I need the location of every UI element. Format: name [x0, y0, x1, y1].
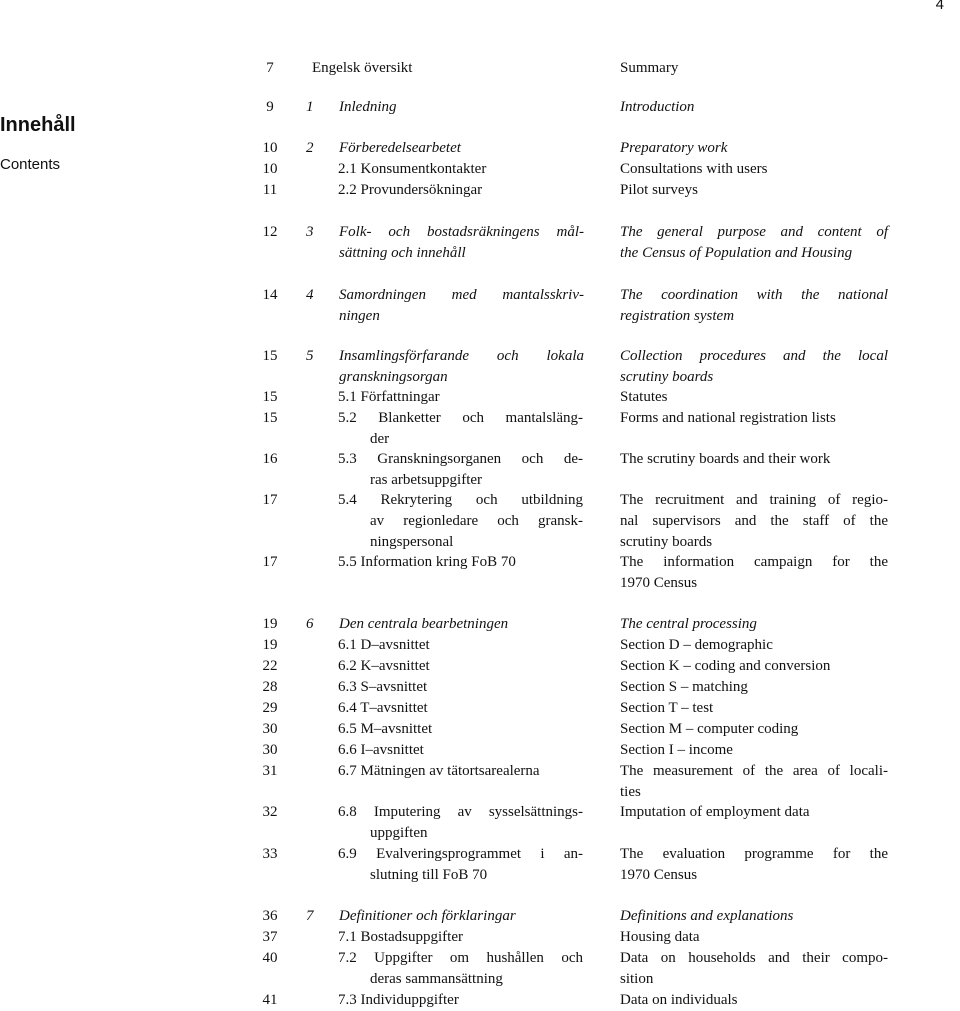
- toc-english-line: The central processing: [620, 616, 757, 632]
- toc-english-title: [620, 552, 888, 594]
- toc-page-number: 19: [262, 637, 278, 653]
- toc-swedish-line: Definitioner och förklaringar: [339, 908, 516, 924]
- toc-english-line: Statutes: [620, 389, 668, 405]
- toc-english-title: [620, 180, 888, 201]
- toc-page-number[interactable]: 7: [266, 60, 274, 76]
- toc-swedish-title: [338, 552, 583, 573]
- toc-english-line: The evaluation programme for the: [620, 846, 888, 862]
- toc-page-number: 22: [262, 658, 278, 674]
- toc-swedish-line: 5.3 Granskningsorganen och de-: [338, 451, 583, 467]
- toc-chapter-number: 7: [306, 908, 314, 924]
- toc-swedish-line: Insamlingsförfarande och lokala: [339, 348, 584, 364]
- toc-english-line: Section T – test: [620, 700, 714, 716]
- toc-swedish-line: av regionledare och gransk-: [370, 512, 583, 529]
- toc-page-number: 33: [262, 846, 278, 862]
- toc-swedish-line: ningen: [339, 307, 380, 324]
- toc-page-number: 36: [262, 908, 278, 924]
- toc-english-line: The information campaign for the: [620, 554, 888, 570]
- toc-swedish-title: [338, 990, 583, 1011]
- toc-english-line: Data on households and their compo-: [620, 950, 888, 966]
- toc-page-number: 19: [262, 616, 278, 632]
- toc-english-line: registration system: [620, 307, 735, 324]
- toc-swedish-line: 5.2 Blanketter och mantalsläng-: [338, 410, 583, 426]
- toc-english-title: [620, 285, 888, 327]
- toc-swedish-line: deras sammansättning: [370, 970, 503, 987]
- toc-english-title: [620, 159, 888, 180]
- toc-swedish-line: 7.3 Individuppgifter: [338, 992, 459, 1008]
- toc-swedish-line: granskningsorgan: [339, 368, 448, 385]
- toc-english-line: Section S – matching: [620, 679, 748, 695]
- toc-english-line: Section K – coding and conversion: [620, 658, 831, 674]
- toc-english-title: [620, 698, 888, 719]
- toc-swedish-line: 5.5 Information kring FoB 70: [338, 554, 516, 570]
- toc-page-number: 29: [262, 700, 278, 716]
- toc-english-line: Section D – demographic: [620, 637, 773, 653]
- toc-swedish-title: [338, 802, 583, 844]
- toc-swedish-line: Inledning: [339, 99, 397, 115]
- toc-swedish-title: [338, 656, 583, 677]
- toc-swedish-title: [338, 387, 583, 408]
- toc-english-line: Introduction: [620, 99, 695, 115]
- toc-page-number: 30: [262, 721, 278, 737]
- toc-swedish-line: 5.4 Rekrytering och utbildning: [338, 492, 583, 508]
- toc-page-number: 9: [266, 99, 274, 115]
- toc-swedish-title: [338, 761, 583, 782]
- toc-swedish-title: [338, 180, 583, 201]
- toc-page-number: 15: [262, 348, 278, 364]
- toc-swedish-line: 6.4 T–avsnittet: [338, 700, 428, 716]
- toc-english-line: scrutiny boards: [620, 368, 714, 385]
- toc-swedish-line: 7.1 Bostadsuppgifter: [338, 929, 463, 945]
- toc-page-number: 17: [262, 492, 278, 508]
- toc-english-title: [620, 990, 888, 1011]
- section-subtitle: Contents: [0, 156, 61, 173]
- toc-swedish-line: 6.6 I–avsnittet: [338, 742, 424, 758]
- toc-english-line: 1970 Census: [620, 866, 698, 883]
- toc-swedish-title: [338, 698, 583, 719]
- toc-swedish-title: [339, 138, 584, 159]
- toc-swedish-line: sättning och innehåll: [339, 244, 466, 261]
- toc-page-number: 16: [262, 451, 278, 467]
- toc-swedish-line: Samordningen med mantalsskriv-: [339, 287, 584, 303]
- toc-swedish-title: [339, 906, 584, 927]
- toc-swedish-line: 6.3 S–avsnittet: [338, 679, 428, 695]
- toc-swedish-title: [338, 844, 583, 886]
- toc-english-line: Forms and national registration lists: [620, 410, 836, 426]
- toc-english-title: [620, 635, 888, 656]
- toc-english-line: nal supervisors and the staff of the: [620, 512, 888, 529]
- toc-english-title: [620, 948, 888, 990]
- toc-swedish-title: [338, 159, 583, 180]
- toc-english-title: [620, 677, 888, 698]
- toc-swedish-title: [338, 449, 583, 491]
- toc-page-number: 12: [262, 224, 278, 240]
- toc-swedish-title: [338, 948, 583, 990]
- section-title: Innehåll: [0, 114, 76, 136]
- toc-swedish-title: [338, 927, 583, 948]
- toc-swedish-title: [339, 346, 584, 388]
- toc-english-line: ties: [620, 783, 641, 800]
- toc-english-line: Section I – income: [620, 742, 733, 758]
- toc-english-title: [620, 490, 888, 552]
- toc-swedish-line: 6.9 Evalveringsprogrammet i an-: [338, 846, 583, 862]
- toc-english-title: [620, 802, 888, 823]
- toc-english-title: [620, 614, 888, 635]
- toc-swedish-line: ningspersonal: [370, 533, 454, 550]
- toc-english-line: The scrutiny boards and their work: [620, 451, 831, 467]
- toc-english-line: Data on individuals: [620, 992, 738, 1008]
- toc-swedish-line: uppgiften: [370, 824, 428, 841]
- toc-english-line: 1970 Census: [620, 574, 698, 591]
- toc-page-number: 15: [262, 389, 278, 405]
- toc-english-title: [620, 387, 888, 408]
- toc-english-title: [620, 656, 888, 677]
- toc-swedish-line: 6.5 M–avsnittet: [338, 721, 433, 737]
- toc-page-number: 17: [262, 554, 278, 570]
- toc-chapter-number: 4: [306, 287, 314, 303]
- toc-swedish-line: Folk- och bostadsräkningens mål-: [339, 224, 584, 240]
- toc-swedish-title: [338, 490, 583, 552]
- toc-swedish-title: [338, 408, 583, 450]
- toc-swedish-title: [339, 614, 584, 635]
- toc-swedish-line: 6.8 Imputering av sysselsättnings-: [338, 804, 583, 820]
- toc-swedish-title: [339, 285, 584, 327]
- toc-english-title: [620, 138, 888, 159]
- toc-page-number: 31: [262, 763, 278, 779]
- toc-english-title: [620, 346, 888, 388]
- toc-swedish-line: 7.2 Uppgifter om hushållen och: [338, 950, 583, 966]
- toc-english-line: Housing data: [620, 929, 700, 945]
- toc-english-title: [620, 408, 888, 429]
- toc-swedish-title: [338, 719, 583, 740]
- toc-chapter-number: 5: [306, 348, 314, 364]
- toc-swedish-line: ras arbetsuppgifter: [370, 471, 483, 488]
- toc-english-title: [620, 927, 888, 948]
- toc-swedish-line: Förberedelsearbetet: [339, 140, 461, 156]
- toc-english-line: scrutiny boards: [620, 533, 713, 550]
- toc-swedish-title: [339, 97, 584, 118]
- toc-swedish-title[interactable]: Engelsk översikt: [312, 60, 413, 76]
- toc-english-title: [620, 719, 888, 740]
- toc-english-line: Preparatory work: [620, 140, 728, 156]
- toc-english-title: [620, 97, 888, 118]
- toc-page-number: 30: [262, 742, 278, 758]
- toc-english-title: [620, 906, 888, 927]
- toc-english-line: Consultations with users: [620, 161, 768, 177]
- toc-english-line: Definitions and explanations: [620, 908, 794, 924]
- toc-english-title: [620, 761, 888, 803]
- toc-english-line: Section M – computer coding: [620, 721, 799, 737]
- toc-swedish-title: [338, 677, 583, 698]
- toc-english-title: [620, 844, 888, 886]
- toc-swedish-title: [338, 740, 583, 761]
- toc-chapter-number: 6: [306, 616, 314, 632]
- toc-page-number: 10: [262, 140, 278, 156]
- toc-english-line: Imputation of employment data: [620, 804, 810, 820]
- toc-page-number: 10: [262, 161, 278, 177]
- toc-swedish-line: 2.2 Provundersökningar: [338, 182, 483, 198]
- toc-page-number: 40: [262, 950, 278, 966]
- toc-english-line: The measurement of the area of locali-: [620, 763, 888, 779]
- toc-english-line: The recruitment and training of regio-: [620, 492, 888, 508]
- toc-english-title: [620, 222, 888, 264]
- toc-english-line: The general purpose and content of: [620, 224, 888, 240]
- toc-swedish-title: [339, 222, 584, 264]
- toc-english-line: The coordination with the national: [620, 287, 888, 303]
- toc-swedish-title: [338, 635, 583, 656]
- toc-chapter-number: 2: [306, 140, 314, 156]
- toc-swedish-line: 6.1 D–avsnittet: [338, 637, 430, 653]
- toc-english-line: sition: [620, 970, 654, 987]
- toc-swedish-line: 5.1 Författningar: [338, 389, 440, 405]
- page-number: 4: [935, 0, 944, 13]
- toc-english-line: the Census of Population and Housing: [620, 244, 853, 261]
- toc-english-line: Collection procedures and the local: [620, 348, 888, 364]
- toc-page-number: 14: [262, 287, 278, 303]
- toc-page-number: 11: [262, 182, 278, 198]
- toc-swedish-line: Den centrala bearbetningen: [339, 616, 509, 632]
- toc-page-number: 15: [262, 410, 278, 426]
- toc-swedish-line: 6.7 Mätningen av tätortsarealerna: [338, 763, 540, 779]
- toc-swedish-line: slutning till FoB 70: [370, 866, 488, 883]
- toc-swedish-line: 2.1 Konsumentkontakter: [338, 161, 487, 177]
- toc-chapter-number: 1: [306, 99, 314, 115]
- toc-english-line: Pilot surveys: [620, 182, 698, 198]
- toc-page-number: 41: [262, 992, 278, 1008]
- toc-page-number: 28: [262, 679, 278, 695]
- toc-page-number: 37: [262, 929, 278, 945]
- toc-english-title: [620, 740, 888, 761]
- toc-page-number: 32: [262, 804, 278, 820]
- toc-chapter-number: 3: [306, 224, 314, 240]
- toc-swedish-line: der: [370, 430, 390, 447]
- toc-english-title: [620, 449, 888, 470]
- toc-english-title[interactable]: Summary: [620, 60, 679, 76]
- toc-swedish-line: 6.2 K–avsnittet: [338, 658, 430, 674]
